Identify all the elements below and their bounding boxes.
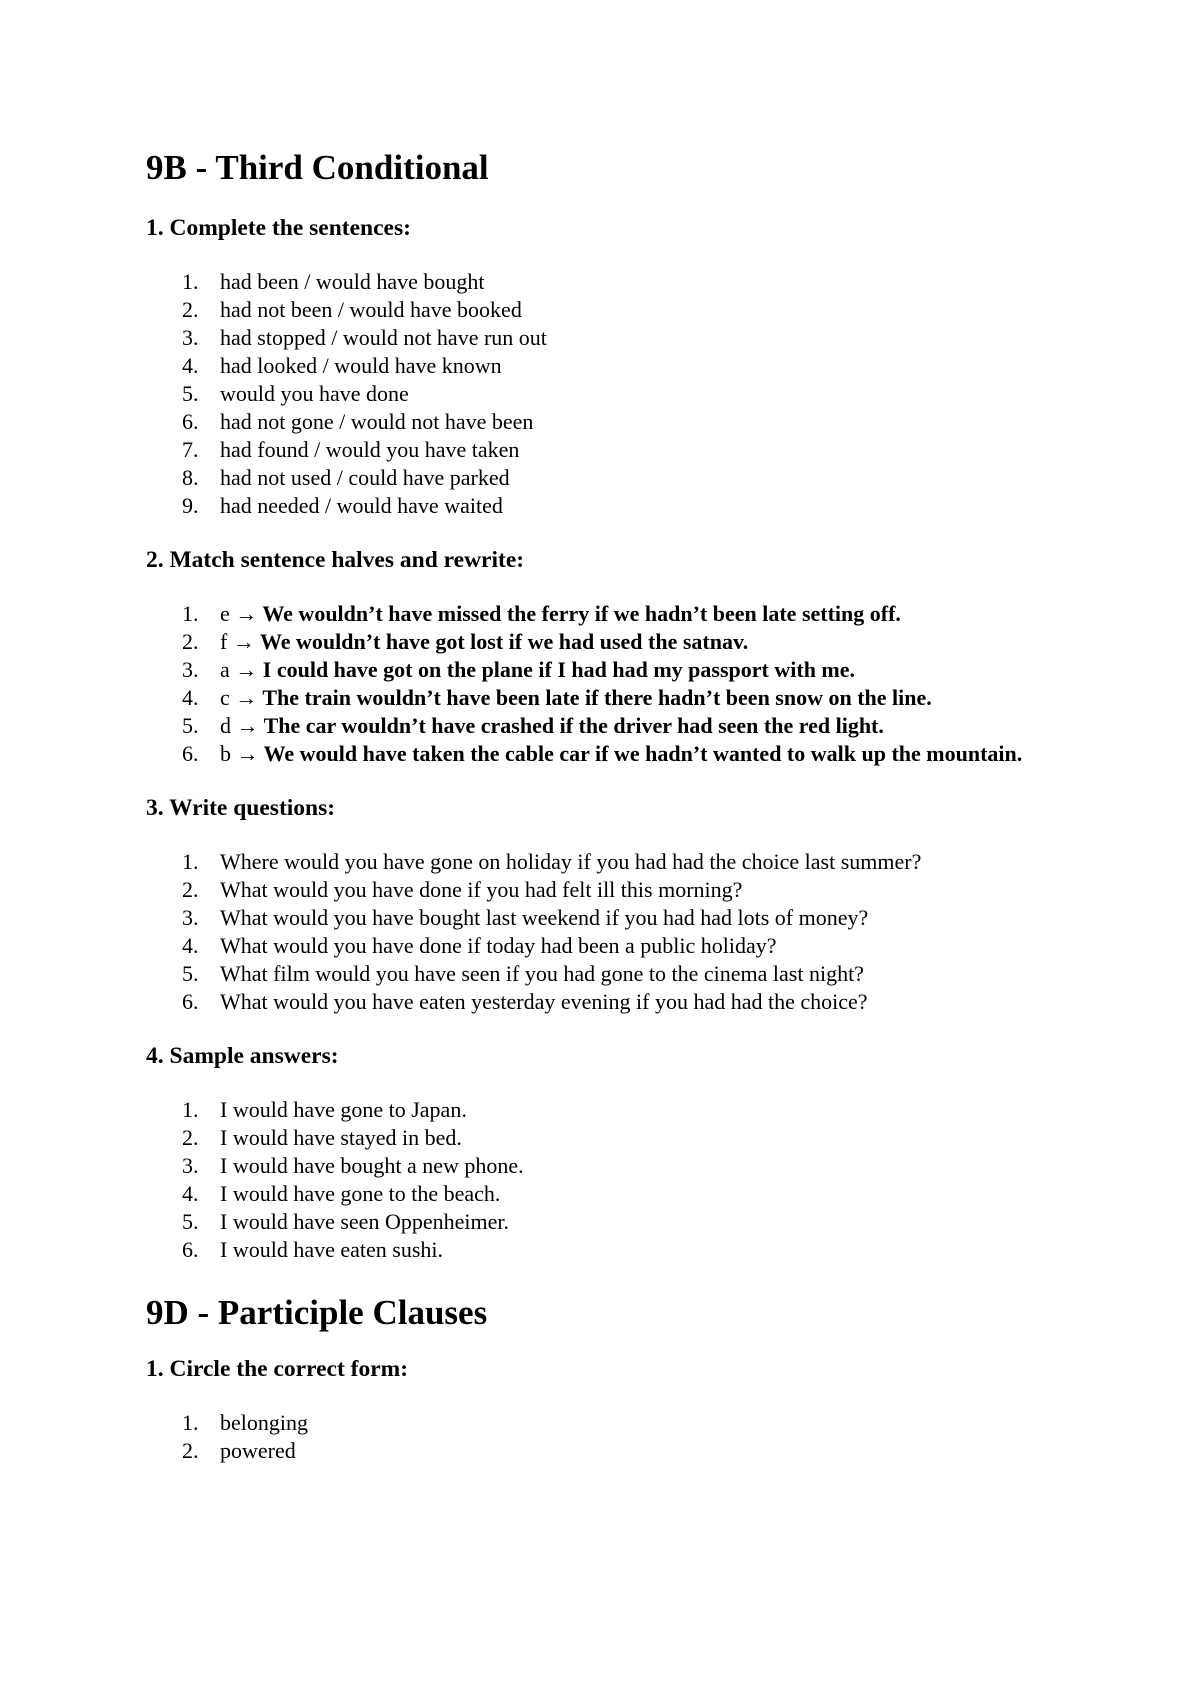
write-questions-list xyxy=(146,848,1200,1016)
list-item xyxy=(146,464,1200,492)
list-item xyxy=(146,1236,1200,1264)
item-text: What would you have done if today had been a public holiday? xyxy=(220,933,777,958)
list-item xyxy=(146,296,1200,324)
list-item xyxy=(146,1124,1200,1152)
list-item xyxy=(146,932,1200,960)
list-item xyxy=(146,600,1200,628)
item-text: I would have stayed in bed. xyxy=(220,1125,462,1150)
list-item xyxy=(146,628,1200,656)
item-text: powered xyxy=(220,1438,296,1463)
item-number: 1. xyxy=(182,269,199,294)
item-number: 2. xyxy=(182,1125,199,1150)
item-number: 4. xyxy=(182,685,199,710)
item-text: I would have seen Oppenheimer. xyxy=(220,1209,509,1234)
list-item xyxy=(146,1180,1200,1208)
item-text: had not used / could have parked xyxy=(220,465,510,490)
list-item xyxy=(146,408,1200,436)
item-number: 7. xyxy=(182,437,199,462)
item-text: would you have done xyxy=(220,381,409,406)
item-number: 3. xyxy=(182,905,199,930)
item-number: 2. xyxy=(182,1438,199,1463)
item-text: had looked / would have known xyxy=(220,353,502,378)
item-number: 4. xyxy=(182,353,199,378)
item-text: I would have bought a new phone. xyxy=(220,1153,524,1178)
item-text: I could have got on the plane if I had had my passport with me. xyxy=(262,657,856,682)
item-text: had not been / would have booked xyxy=(220,297,522,322)
section-heading-complete-sentences: 1. Complete the sentences: xyxy=(146,215,411,241)
item-number: 2. xyxy=(182,629,199,654)
list-item xyxy=(146,436,1200,464)
item-text: I would have eaten sushi. xyxy=(220,1237,443,1262)
section-heading-circle-correct-form: 1. Circle the correct form: xyxy=(146,1356,409,1382)
list-item xyxy=(146,876,1200,904)
item-text: What film would you have seen if you had gone to the cinema last night? xyxy=(220,961,864,986)
match-letter: c → xyxy=(220,685,258,710)
item-text: What would you have done if you had felt ill this morning? xyxy=(220,877,743,902)
item-text: We wouldn’t have got lost if we had used the satnav. xyxy=(259,629,749,654)
item-number: 1. xyxy=(182,849,199,874)
item-number: 5. xyxy=(182,961,199,986)
item-text: What would you have eaten yesterday evening if you had had the choice? xyxy=(220,989,868,1014)
item-text: What would you have bought last weekend if you had had lots of money? xyxy=(220,905,869,930)
list-item xyxy=(146,1152,1200,1180)
section-heading-write-questions: 3. Write questions: xyxy=(146,795,336,821)
match-letter: d → xyxy=(220,713,259,738)
list-item xyxy=(146,352,1200,380)
list-item xyxy=(146,684,1200,712)
item-text: had needed / would have waited xyxy=(220,493,503,518)
section-heading-sample-answers: 4. Sample answers: xyxy=(146,1043,339,1069)
match-halves-list xyxy=(146,600,1200,768)
item-number: 5. xyxy=(182,381,199,406)
list-item xyxy=(146,904,1200,932)
item-number: 6. xyxy=(182,409,199,434)
item-number: 2. xyxy=(182,297,199,322)
list-item xyxy=(146,1208,1200,1236)
list-item xyxy=(146,712,1200,740)
item-text: Where would you have gone on holiday if you had had the choice last summer? xyxy=(220,849,922,874)
circle-correct-form-list xyxy=(146,1409,1200,1465)
item-text: had found / would you have taken xyxy=(220,437,520,462)
list-item xyxy=(146,960,1200,988)
item-text: had not gone / would not have been xyxy=(220,409,534,434)
list-item xyxy=(146,324,1200,352)
list-item xyxy=(146,740,1100,768)
section-heading-match-halves: 2. Match sentence halves and rewrite: xyxy=(146,547,525,573)
match-letter: e → xyxy=(220,601,258,626)
item-number: 4. xyxy=(182,933,199,958)
section-title-participle-clauses: 9D - Participle Clauses xyxy=(146,1293,488,1332)
item-number: 3. xyxy=(182,325,199,350)
list-item xyxy=(146,380,1200,408)
item-number: 8. xyxy=(182,465,199,490)
item-text: I would have gone to the beach. xyxy=(220,1181,501,1206)
item-text: We wouldn’t have missed the ferry if we hadn’t been late setting off. xyxy=(262,601,901,626)
item-text: had been / would have bought xyxy=(220,269,485,294)
item-number: 6. xyxy=(182,989,199,1014)
item-number: 4. xyxy=(182,1181,199,1206)
item-number: 1. xyxy=(182,1410,199,1435)
item-number: 6. xyxy=(182,741,199,766)
list-item xyxy=(146,1437,1200,1465)
page-title: 9B - Third Conditional xyxy=(146,148,489,187)
list-item xyxy=(146,268,1200,296)
item-number: 9. xyxy=(182,493,199,518)
item-number: 5. xyxy=(182,1209,199,1234)
list-item xyxy=(146,988,1200,1016)
item-text: The car wouldn’t have crashed if the driver had seen the red light. xyxy=(263,713,884,738)
item-number: 3. xyxy=(182,1153,199,1178)
item-number: 1. xyxy=(182,601,199,626)
match-letter: b → xyxy=(220,741,259,766)
list-item xyxy=(146,1409,1200,1437)
list-item xyxy=(146,492,1200,520)
item-number: 3. xyxy=(182,657,199,682)
item-number: 5. xyxy=(182,713,199,738)
item-text: belonging xyxy=(220,1410,308,1435)
item-text: We would have taken the cable car if we hadn’t wanted to walk up the mountain. xyxy=(263,741,1023,766)
list-item xyxy=(146,656,1200,684)
item-text: had stopped / would not have run out xyxy=(220,325,547,350)
complete-sentences-list xyxy=(146,268,1200,520)
item-number: 1. xyxy=(182,1097,199,1122)
item-number: 2. xyxy=(182,877,199,902)
item-text: I would have gone to Japan. xyxy=(220,1097,467,1122)
match-letter: f → xyxy=(220,629,255,654)
item-text: The train wouldn’t have been late if there hadn’t been snow on the line. xyxy=(262,685,932,710)
item-number: 6. xyxy=(182,1237,199,1262)
match-letter: a → xyxy=(220,657,258,682)
list-item xyxy=(146,1096,1200,1124)
sample-answers-list xyxy=(146,1096,1200,1264)
list-item xyxy=(146,848,1200,876)
